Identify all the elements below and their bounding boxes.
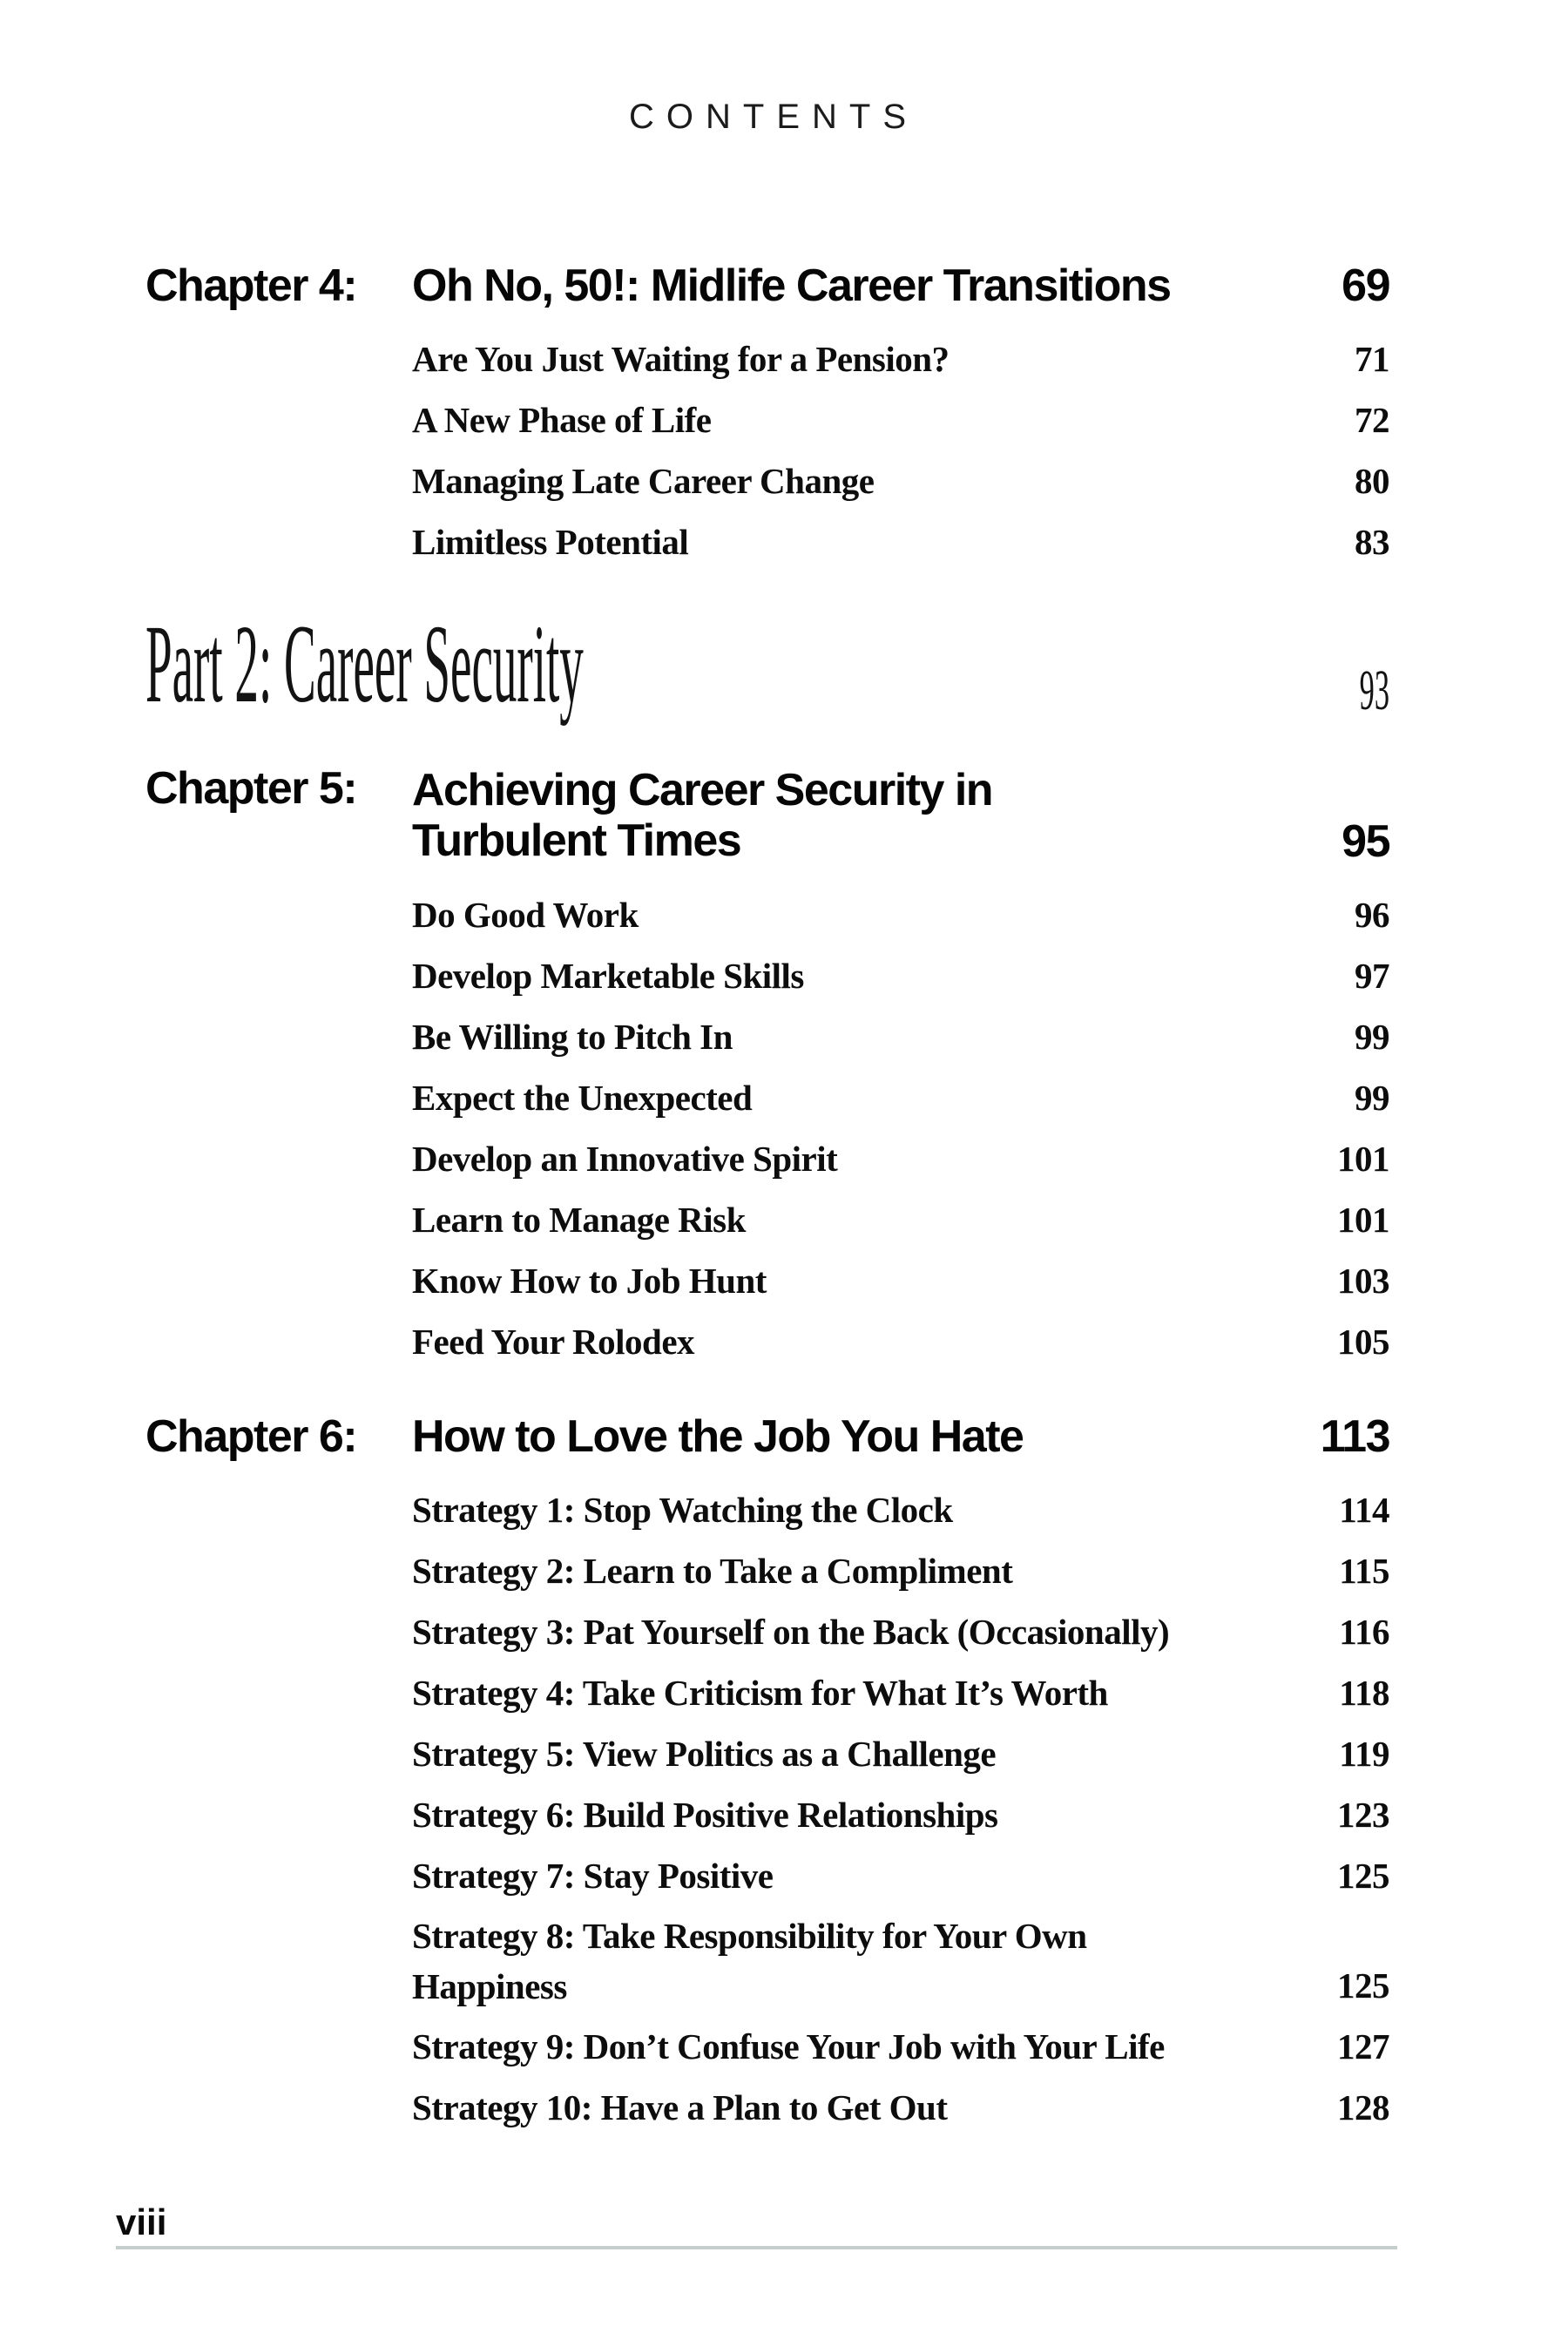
toc-entry xyxy=(145,1133,1389,1185)
entry-title: Develop Marketable Skills xyxy=(412,956,804,997)
entry-title-line-1: Strategy 8: Take Responsibility for Your Own xyxy=(412,1915,1087,1956)
entry-page-number: 128 xyxy=(1337,2087,1389,2127)
chapter-6-heading xyxy=(145,1413,1389,1461)
toc-entry xyxy=(145,1606,1389,1658)
toc-entry xyxy=(145,2081,1389,2134)
entry-title: Develop an Innovative Spirit xyxy=(412,1139,838,1180)
entry-title: Learn to Manage Risk xyxy=(412,1200,746,1241)
part-2-page-number: 93 xyxy=(1359,658,1389,722)
entry-title: Know How to Job Hunt xyxy=(412,1261,767,1302)
chapter-5-title xyxy=(412,765,1342,866)
toc-entry xyxy=(145,1072,1389,1124)
entry-page-number: 71 xyxy=(1355,338,1389,379)
toc-entry xyxy=(145,1911,1389,2012)
entry-title: Strategy 1: Stop Watching the Clock xyxy=(412,1489,953,1530)
entry-title: Strategy 6: Build Positive Relationships xyxy=(412,1794,998,1835)
part-2-title: Part 2: Career Security xyxy=(145,601,584,726)
entry-page-number: 105 xyxy=(1337,1322,1389,1363)
entry-page-number: 103 xyxy=(1337,1261,1389,1302)
entry-title: Be Willing to Pitch In xyxy=(412,1017,733,1058)
chapter-4-title: Oh No, 50!: Midlife Career Transitions xyxy=(412,260,1171,311)
entry-page-number: 123 xyxy=(1337,1794,1389,1835)
entry-title: Expect the Unexpected xyxy=(412,1078,753,1119)
toc-entry xyxy=(145,1850,1389,1902)
chapter-5-subentries xyxy=(145,889,1389,1368)
entry-title: Strategy 7: Stay Positive xyxy=(412,1855,774,1896)
chapter-5-heading xyxy=(145,762,1389,868)
entry-page-number: 115 xyxy=(1339,1550,1389,1591)
entry-page-number: 125 xyxy=(1337,1965,1389,2005)
entry-title: Limitless Potential xyxy=(412,521,689,562)
toc-entry xyxy=(145,1194,1389,1246)
toc-page xyxy=(145,0,1389,2134)
toc-entry xyxy=(145,516,1389,568)
entry-page-number: 114 xyxy=(1339,1489,1389,1530)
chapter-6-page-number: 113 xyxy=(1320,1411,1389,1463)
entry-title: A New Phase of Life xyxy=(412,399,712,440)
toc-entry xyxy=(145,1255,1389,1307)
entry-title: Strategy 9: Don’t Confuse Your Job with Your Life xyxy=(412,2026,1165,2066)
toc-entry xyxy=(145,1011,1389,1063)
entry-title: Strategy 5: View Politics as a Challenge xyxy=(412,1733,997,1774)
toc-entry xyxy=(145,1728,1389,1780)
entry-page-number: 118 xyxy=(1339,1672,1389,1713)
entry-page-number: 99 xyxy=(1355,1017,1389,1058)
entry-title: Strategy 2: Learn to Take a Compliment xyxy=(412,1550,1013,1591)
chapter-5-label: Chapter 5: xyxy=(145,762,357,814)
entry-page-number: 96 xyxy=(1355,895,1389,936)
entry-page-number: 125 xyxy=(1337,1855,1389,1896)
toc-entry xyxy=(145,1545,1389,1597)
entry-title: Strategy 4: Take Criticism for What It’s Worth xyxy=(412,1672,1108,1713)
chapter-6-label: Chapter 6: xyxy=(145,1411,357,1463)
entry-title: Strategy 3: Pat Yourself on the Back (Occasionally) xyxy=(412,1611,1170,1652)
chapter-5-title-line-2: Turbulent Times xyxy=(412,815,741,866)
entry-page-number: 80 xyxy=(1355,460,1389,501)
toc-entry xyxy=(145,1667,1389,1719)
entry-page-number: 99 xyxy=(1355,1078,1389,1119)
entry-page-number: 127 xyxy=(1337,2026,1389,2066)
entry-page-number: 101 xyxy=(1337,1139,1389,1180)
entry-title: Do Good Work xyxy=(412,895,639,936)
toc-entry xyxy=(145,394,1389,446)
part-2-heading xyxy=(145,601,1389,726)
toc-entry xyxy=(145,333,1389,385)
chapter-4-subentries xyxy=(145,333,1389,568)
toc-entry xyxy=(145,1316,1389,1368)
chapter-6-title: How to Love the Job You Hate xyxy=(412,1411,1024,1463)
toc-entry xyxy=(145,1789,1389,1841)
entry-page-number: 101 xyxy=(1337,1200,1389,1241)
chapter-5-title-line-1: Achieving Career Security in xyxy=(412,764,993,815)
chapter-4-label: Chapter 4: xyxy=(145,260,357,311)
page-title: CONTENTS xyxy=(629,98,918,136)
entry-page-number: 72 xyxy=(1355,399,1389,440)
chapter-4-heading xyxy=(145,262,1389,310)
toc-entry xyxy=(145,455,1389,507)
entry-page-number: 97 xyxy=(1355,956,1389,997)
entry-title: Feed Your Rolodex xyxy=(412,1322,695,1363)
entry-page-number: 116 xyxy=(1339,1611,1389,1652)
toc-entry xyxy=(145,950,1389,1002)
entry-title: Are You Just Waiting for a Pension? xyxy=(412,338,950,379)
toc-entry xyxy=(145,1484,1389,1536)
folio-page-number: viii xyxy=(116,2202,167,2242)
footer-rule xyxy=(116,2246,1397,2249)
entry-title xyxy=(412,1911,1337,2012)
chapter-5-page-number: 95 xyxy=(1342,816,1389,868)
entry-page-number: 83 xyxy=(1355,521,1389,562)
entry-title: Strategy 10: Have a Plan to Get Out xyxy=(412,2087,948,2127)
entry-page-number: 119 xyxy=(1339,1733,1389,1774)
chapter-4-page-number: 69 xyxy=(1342,260,1389,311)
toc-entry xyxy=(145,889,1389,941)
entry-title: Managing Late Career Change xyxy=(412,460,875,501)
entry-title-line-2: Happiness xyxy=(412,1965,567,2006)
chapter-6-subentries xyxy=(145,1484,1389,2134)
toc-entry xyxy=(145,2020,1389,2073)
